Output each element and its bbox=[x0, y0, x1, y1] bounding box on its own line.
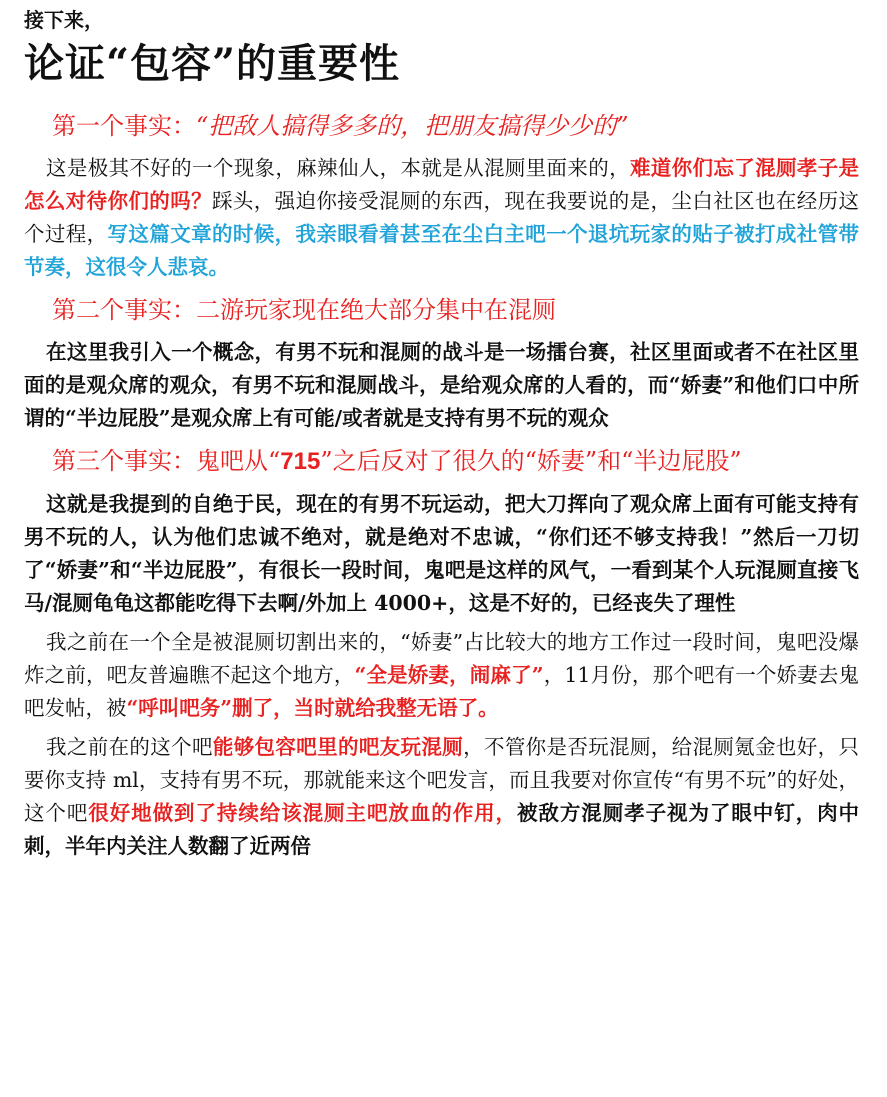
paragraph-5-text-4: 很好地做到了持续给该混厕主吧放血的作用， bbox=[88, 801, 517, 825]
paragraph-5-text-2: 能够包容吧里的吧友玩混厕 bbox=[212, 735, 464, 759]
fact-1-heading bbox=[24, 106, 859, 146]
fact-1-text-3: 踩头，强迫你接受混厕的东西，现在我要说的是，尘白社区也在经历这个过程， bbox=[24, 189, 860, 246]
fact-3-label: 第三个事实： bbox=[52, 447, 196, 475]
paragraph-4-text-1: 我之前在一个全是被混厕切割出来的，“娇妻”占比较大的地方工作过一段时间，鬼吧没爆炸之前，吧友普遍瞧不起这个地方， bbox=[24, 630, 859, 687]
fact-2-headline: 二游玩家现在绝大部分集中在混厕 bbox=[196, 296, 556, 324]
fact-2-paragraph: 在这里我引入一个概念，有男不玩和混厕的战斗是一场擂台赛，社区里面或者不在社区里面的是观众席的观众，有男不玩和混厕战斗，是给观众席的人看的，而“娇妻”和他们口中所谓的“半边屁股”是观众席上有可能/或者就是支持有男不玩的观众 bbox=[24, 340, 859, 430]
fact-3-headline-1: 鬼吧从“ bbox=[196, 447, 281, 475]
paragraph-4 bbox=[24, 626, 859, 725]
fact-1-text-1: 这是极其不好的一个现象，麻辣仙人，本就是从混厕里面来的， bbox=[46, 156, 630, 180]
fact-1-text-4: 写这篇文章的时候，我亲眼看着甚至在尘白主吧一个退坑玩家的贴子被打成社管带节奏，这很令人悲哀。 bbox=[24, 222, 860, 279]
fact-1-paragraph bbox=[24, 152, 859, 284]
fact-3-number: 715 bbox=[280, 448, 321, 475]
fact-3-headline-2: ”之后反对了很久的“娇妻”和“半边屁股” bbox=[320, 447, 742, 475]
article bbox=[24, 6, 859, 869]
fact-1-quote: “把敌人搞得多多的，把朋友搞得少少的” bbox=[196, 112, 629, 140]
page-title: 论证“包容”的重要性 bbox=[24, 40, 401, 87]
intro-text: 接下来， bbox=[24, 8, 104, 32]
paragraph-5 bbox=[24, 731, 859, 863]
fact-2-label: 第二个事实： bbox=[52, 296, 196, 324]
fact-3-heading bbox=[24, 441, 859, 482]
paragraph-5-text-3: ，不管你是否玩混厕，给混厕氪金也好，只要你支持 ml，支持有男不玩，那就能来这个吧发言，而且我要对你宣传“有男不玩”的好处，这个吧 bbox=[24, 735, 860, 825]
paragraph-4-text-2: “全是娇妻，闹麻了” bbox=[354, 663, 544, 687]
paragraph-4-text-3: ，11月份，那个吧有一个娇妻去鬼吧发帖，被 bbox=[24, 663, 859, 720]
paragraph-5-text-5: 被敌方混厕孝子视为了眼中钉，肉中刺，半年内关注人数翻了近两倍 bbox=[24, 801, 860, 858]
paragraph-4-text-4: “呼叫吧务”删了，当时就给我整无语了。 bbox=[126, 696, 499, 720]
fact-1-label: 第一个事实： bbox=[52, 112, 196, 140]
fact-3-paragraph: 这就是我提到的自绝于民，现在的有男不玩运动，把大刀挥向了观众席上面有可能支持有男不玩的人，认为他们忠诚不绝对，就是绝对不忠诚，“你们还不够支持我！”然后一刀切了“娇妻”和“半边屁股”，有很长一段时间，鬼吧是这样的风气，一看到某个人玩混厕直接飞马/混厕龟龟这都能吃得下去啊/外加上 4000+，这是不好的，已经丧失了理性 bbox=[24, 492, 859, 615]
paragraph-5-text-1: 我之前在的这个吧 bbox=[46, 735, 213, 759]
fact-2-heading bbox=[24, 290, 859, 330]
fact-1-text-2: 难道你们忘了混厕孝子是怎么对待你们的吗？ bbox=[24, 156, 860, 213]
